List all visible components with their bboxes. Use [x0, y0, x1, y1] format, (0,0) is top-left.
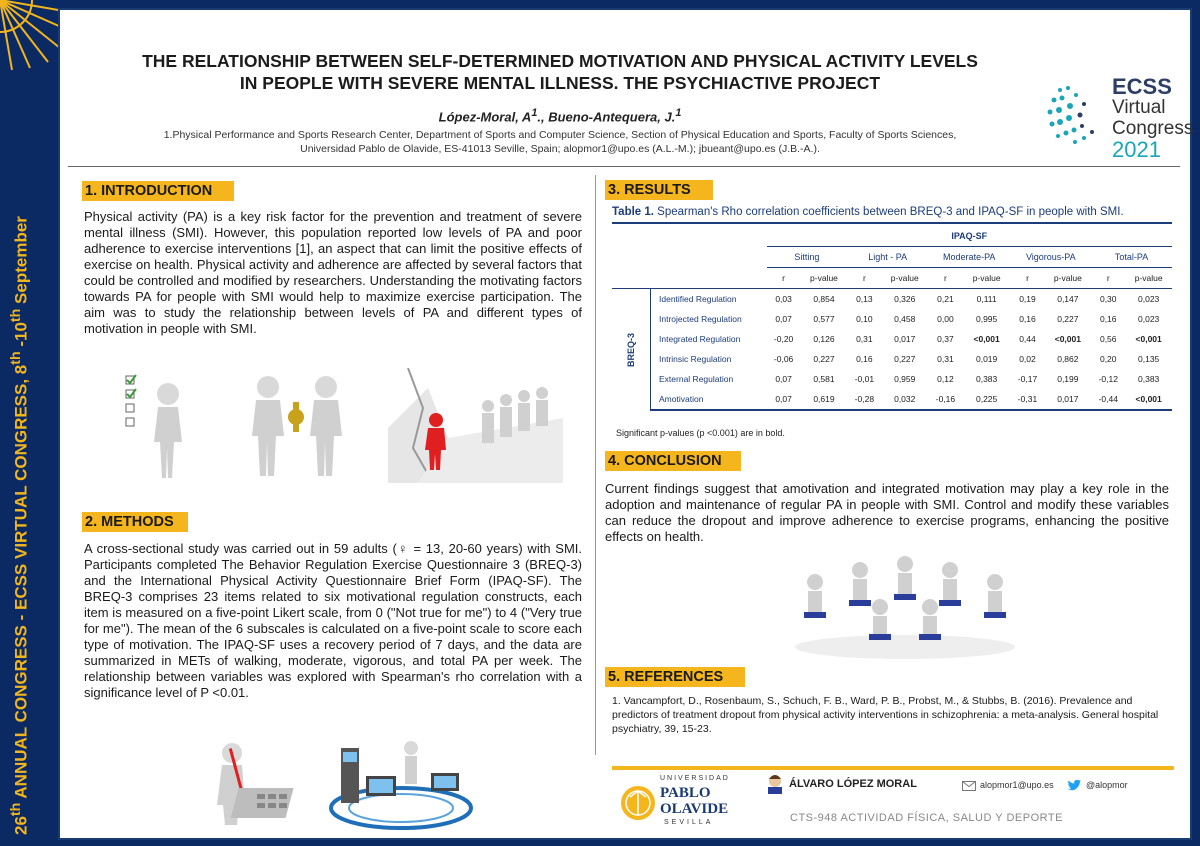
sub-header: p-value [890, 273, 919, 283]
sub-header: p-value [1134, 273, 1163, 283]
upo-logo-line2: OLAVIDE [660, 801, 729, 817]
authors: López-Moral, $A^1$., Bueno-Antequera, J.$^1$ [438, 107, 682, 125]
table-cell: 0,225 [963, 389, 1011, 410]
group-header: Total-PA [1091, 247, 1172, 268]
cliff-figures-illustration [388, 368, 563, 483]
avatar-icon [766, 774, 784, 794]
table-cell: 0,383 [1138, 374, 1160, 384]
table-cell: 0,023 [1138, 294, 1160, 304]
table-caption: Table 1. Spearman's Rho correlation coefficients between BREQ-3 and IPAQ-SF in people with SMI. [612, 206, 1124, 218]
table-cell: 0,017 [1045, 389, 1092, 410]
table-cell: 0,326 [894, 294, 916, 304]
row-label: Introjected Regulation [659, 314, 742, 324]
table-cell: 0,458 [894, 314, 916, 324]
table-cell: -0,20 [773, 334, 794, 344]
table-cell: -0,28 [847, 389, 881, 410]
table-note: Significant p-values (p <0.001) are in bold. [616, 428, 785, 438]
two-figures-key-illustration [238, 372, 358, 482]
table-cell: 0,13 [856, 294, 873, 304]
sub-header: r [1106, 273, 1110, 283]
group-meeting-illustration [790, 552, 1020, 660]
table-cell: 0,07 [775, 314, 792, 324]
table-cell: <0,001 [1054, 334, 1081, 344]
row-label: Intrinsic Regulation [659, 354, 732, 364]
table-cell: 0,20 [1099, 354, 1117, 364]
table-cell: -0,12 [1098, 374, 1118, 384]
table-row [612, 289, 1172, 310]
breq3-row-group-label: BREQ-3 [612, 289, 651, 411]
introduction-heading: 1. INTRODUCTION [82, 181, 234, 201]
results-heading: 3. RESULTS [605, 180, 713, 200]
group-header: Light - PA [847, 247, 928, 268]
research-group: CTS-948 ACTIVIDAD FÍSICA, SALUD Y DEPORTE [790, 812, 1063, 824]
table-cell: 0,44 [1019, 334, 1036, 344]
results-table [612, 226, 1172, 411]
table-cell: 0,383 [975, 374, 998, 384]
table-cell: 0,126 [813, 334, 835, 344]
table-cell: 0,227 [894, 354, 916, 364]
group-header: Vigorous-PA [1010, 247, 1091, 268]
table-cell: 0,199 [1057, 374, 1079, 384]
table-cell: 0,56 [1099, 334, 1117, 344]
sub-header: r [1026, 273, 1029, 283]
table-cell: 0,995 [975, 314, 998, 324]
table-cell: 0,00 [937, 314, 954, 324]
sub-header: r [944, 273, 947, 283]
table-cell: 0,862 [1057, 354, 1079, 364]
sub-header: p-value [972, 273, 1001, 283]
table-cell: -0,06 [773, 354, 794, 364]
introduction-text: Physical activity (PA) is a key risk factor for the prevention and treatment of severe mental illness (SMI). However, this population reported low levels of PA and poor adherence to exercise interventions [1], an aspect that can limit the positive effects of exercise on health. Physical activity and adherence are affected by several factors that could be controlled and modified by researchers. Understanding the motivating factors towards PA for people with SMI would help to maximize exercise participation. The aim was to study the relationship between levels of PA and different types of motivation in people with SMI. [84, 209, 582, 336]
references-text: 1. Vancampfort, D., Rosenbaum, S., Schuch, F. B., Ward, P. B., Probst, M., & Stubbs, B. (2016). Prevalence and predictors of treatment dropout from physical activity interventions in schizophrenia: a meta-analysis. General hospital psychiatry, 39, 15-23. [612, 695, 1159, 735]
table-cell: 0,017 [894, 334, 916, 344]
footer-accent-bar [612, 766, 1174, 770]
table-row [612, 309, 1172, 329]
table-cell: 0,16 [856, 354, 873, 364]
table-cell: 0,30 [1099, 294, 1117, 304]
table-row [612, 389, 1172, 410]
table-cell: 0,227 [1057, 314, 1079, 324]
row-label: Integrated Regulation [659, 334, 741, 344]
email-icon [962, 781, 976, 791]
congress-vertical-label: 26th ANNUAL CONGRESS - ECSS VIRTUAL CONGRESS, 8th -10th September [8, 216, 31, 835]
table-cell: 0,135 [1138, 354, 1160, 364]
header-divider [68, 166, 1180, 167]
table-cell: 0,227 [813, 354, 835, 364]
row-label: Amotivation [651, 389, 767, 410]
table-cell: 0,07 [775, 374, 792, 384]
upo-logo-line1: PABLO [660, 785, 711, 801]
group-header: Moderate-PA [928, 247, 1010, 268]
table-row [612, 349, 1172, 369]
table-cell: <0,001 [1125, 389, 1172, 410]
table-cell: 0,111 [976, 294, 997, 304]
affiliation: 1.Physical Performance and Sports Research Center, Department of Sports and Computer Science, Section of Physical Education and Sports, Faculty of Sports Sciences, Universidad Pablo de Olavide, ES-41013 Seville, Spain; alopmor1@upo.es (A.L.-M.); jbueant@upo.es (J.B.-A.). [163, 129, 957, 155]
author-name: ÁLVARO LÓPEZ MORAL [789, 778, 917, 790]
table-cell: 0,581 [813, 374, 835, 384]
table-cell: 0,959 [894, 374, 916, 384]
references-heading: 5. REFERENCES [605, 667, 745, 687]
table-cell: 0,147 [1057, 294, 1079, 304]
table-cell: <0,001 [973, 334, 1000, 344]
table-cell: 0,21 [937, 294, 954, 304]
conclusion-text: Current findings suggest that amotivation and integrated motivation may play a key role in the adoption and maintenance of regular PA in people with SMI. Control and modify these variables can reduce the dropout and improve adherence to exercise programs, enhancing the positive effects on health. [605, 481, 1169, 544]
twitter-icon [1067, 780, 1081, 792]
upo-logo-bottom: SEVILLA [664, 819, 714, 826]
table-cell: 0,37 [937, 334, 954, 344]
table-cell: 0,12 [937, 374, 954, 384]
table-cell: 0,032 [881, 389, 928, 410]
table-cell: 0,02 [1019, 354, 1036, 364]
table-cell: 0,619 [801, 389, 848, 410]
table-row [612, 369, 1172, 389]
conclusion-heading: 4. CONCLUSION [605, 451, 741, 471]
upo-logo-top: UNIVERSIDAD [660, 775, 730, 782]
row-label: External Regulation [659, 374, 734, 384]
methods-heading: 2. METHODS [82, 512, 188, 532]
ipaq-sf-header: IPAQ-SF [767, 226, 1172, 247]
table-cell: -0,17 [1017, 374, 1038, 384]
poster-title: THE RELATIONSHIP BETWEEN SELF-DETERMINED MOTIVATION AND PHYSICAL ACTIVITY LEVELS IN PEOPLE WITH SEVERE MENTAL ILLNESS. THE PSYCHIACTIVE PROJECT [142, 51, 978, 93]
methods-text: A cross-sectional study was carried out in 59 adults (♀ = 13, 20-60 years) with SMI. Participants completed The Behavior Regulation Exercise Questionnaire 3 (BREQ-3) and the International Physical Activity Questionnaire Brief Form (IPAQ-SF). The BREQ-3 comprises 23 items related to six motivational regulation constructs, each item is measured on a five-point Likert scale, from 0 ("Not true for me") to 4 ("Very true for me"). The mean of the 6 subscales is calculated on a five-point scale to score each type of motivation. The IPAQ-SF uses a recovery period of 7 days, and the data are summarized in METs of walking, moderate, vigorous, and total PA per week. The relationship between variables was explored with Spearman's rho correlation with a significance level of P <0.01. [84, 541, 582, 700]
table-cell: <0,001 [1135, 334, 1162, 344]
email-link[interactable]: alopmor1@upo.es [980, 780, 1054, 790]
table-cell: 0,023 [1138, 314, 1160, 324]
table-cell: -0,16 [928, 389, 963, 410]
table-cell: 0,31 [856, 334, 873, 344]
row-label: Identified Regulation [659, 294, 737, 304]
table-cell: -0,44 [1091, 389, 1125, 410]
table-cell: 0,03 [775, 294, 792, 304]
table-cell: 0,577 [813, 314, 835, 324]
group-header: Sitting [767, 247, 848, 268]
table-cell: -0,31 [1010, 389, 1044, 410]
sub-header: p-value [1053, 273, 1082, 283]
table-row [612, 329, 1172, 349]
twitter-handle[interactable]: @alopmor [1086, 780, 1128, 790]
checklist-figure-illustration [118, 372, 198, 482]
table-cell: 0,019 [975, 354, 998, 364]
sub-header: r [782, 273, 786, 283]
table-top-rule [612, 221, 1172, 225]
column-divider [595, 175, 596, 755]
computer-network-illustration [326, 728, 476, 833]
table-cell: 0,19 [1019, 294, 1036, 304]
sub-header: r [862, 273, 866, 283]
upo-logo [620, 775, 755, 827]
ecss-logo-text: ECSS Virtual Congress 2021 [1112, 74, 1194, 162]
table-cell: 0,16 [1019, 314, 1036, 324]
table-cell: 0,16 [1099, 314, 1117, 324]
table-cell: 0,31 [937, 354, 954, 364]
sub-header: p-value [810, 273, 838, 283]
table-cell: 0,854 [813, 294, 835, 304]
table-cell: 0,10 [856, 314, 873, 324]
table-cell: 0,07 [767, 389, 801, 410]
calculator-figure-illustration [212, 738, 312, 828]
table-cell: -0,01 [854, 374, 875, 384]
